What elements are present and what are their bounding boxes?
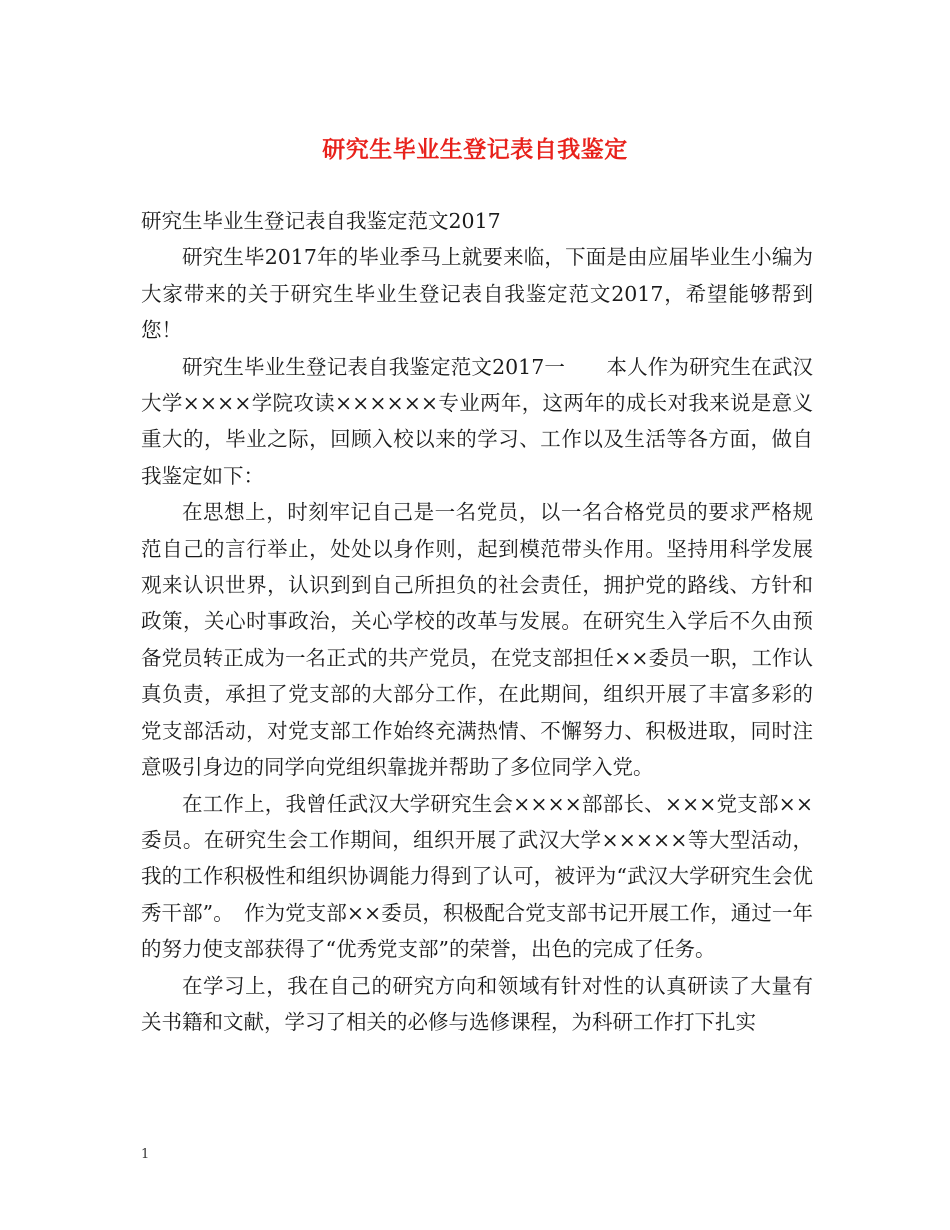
document-title: 研究生毕业生登记表自我鉴定 (322, 136, 628, 163)
paragraph-work: 在工作上，我曾任武汉大学研究生会××××部部长、×××党支部××委员。在研究生会工作期间，组织开展了武汉大学×××××等大型活动，我的工作积极性和组织协调能力得到了认可，被评为“武汉大学研究生会优秀干部”。 作为党支部××委员，积极配合党支部书记开展工作，通过一年的努力使支部获得了“优秀党支部”的荣誉，出色的完成了任务。 (141, 791, 813, 962)
page-number: 1 (141, 1147, 150, 1162)
document-body (141, 203, 813, 1040)
document-subtitle: 研究生毕业生登记表自我鉴定范文2017 (141, 209, 501, 233)
paragraph-study: 在学习上，我在自己的研究方向和领域有针对性的认真研读了大量有关书籍和文献，学习了相关的必修与选修课程，为科研工作打下扎实 (141, 973, 813, 1034)
paragraph-intro: 研究生毕2017年的毕业季马上就要来临，下面是由应届毕业生小编为大家带来的关于研究生毕业生登记表自我鉴定范文2017，希望能够帮到您！ (141, 245, 813, 343)
paragraph-overview: 研究生毕业生登记表自我鉴定范文2017一 本人作为研究生在武汉大学××××学院攻读××××××专业两年，这两年的成长对我来说是意义重大的，毕业之际，回顾入校以来的学习、工作以及生活等各方面，做自我鉴定如下： (141, 354, 813, 488)
paragraph-ideology: 在思想上，时刻牢记自己是一名党员，以一名合格党员的要求严格规范自己的言行举止，处处以身作则，起到模范带头作用。坚持用科学发展观来认识世界，认识到到自己所担负的社会责任，拥护党的路线、方针和政策，关心时事政治，关心学校的改革与发展。在研究生入学后不久由预备党员转正成为一名正式的共产党员，在党支部担任××委员一职，工作认真负责，承担了党支部的大部分工作，在此期间，组织开展了丰富多彩的党支部活动，对党支部工作始终充满热情、不懈努力、积极进取，同时注意吸引身边的同学向党组织靠拢并帮助了多位同学入党。 (141, 500, 813, 780)
